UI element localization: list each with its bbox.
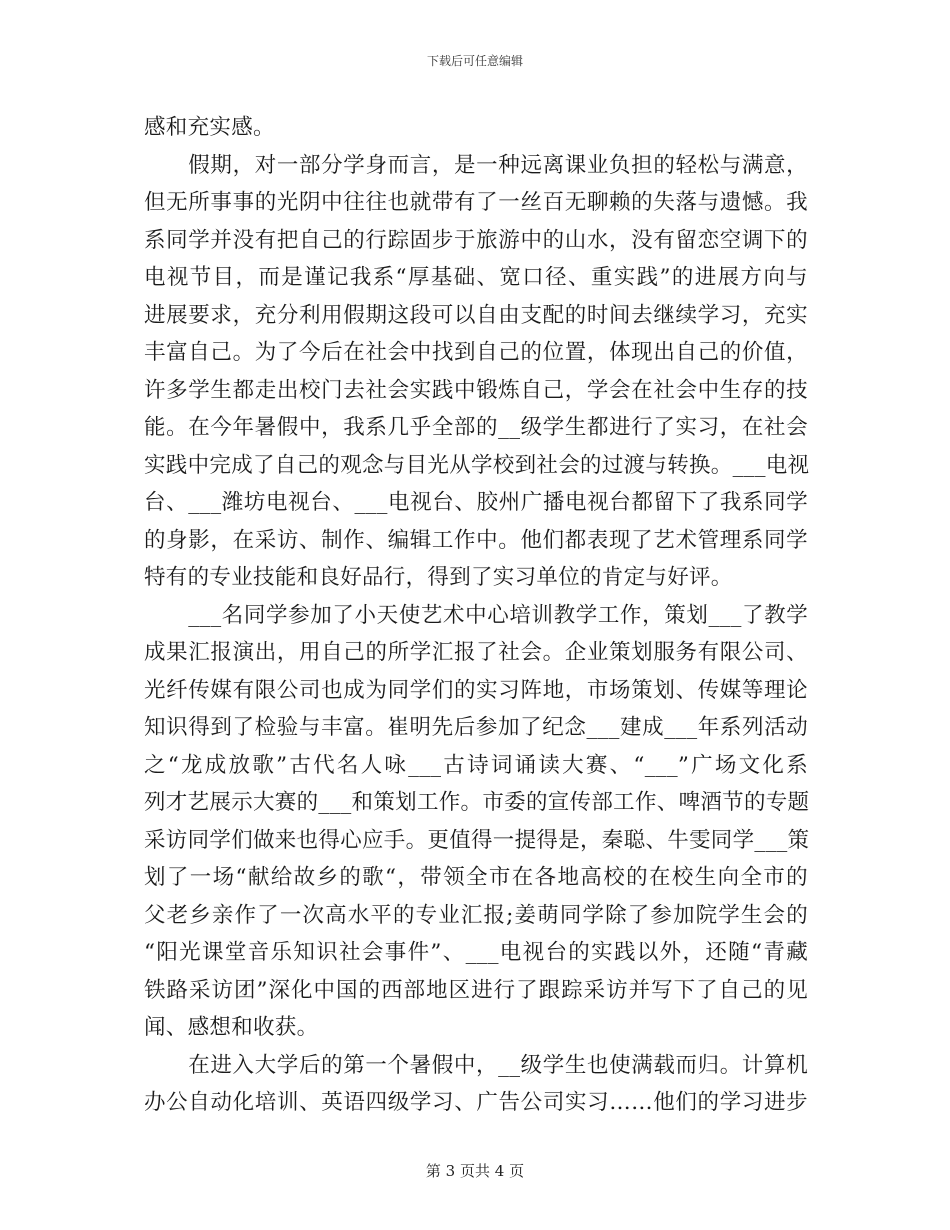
text-line: 但无所事事的光阴中往往也就带有了一丝百无聊赖的失落与遗憾。我	[144, 190, 808, 215]
text-line: 办公自动化培训、英语四级学习、广告公司实习……他们的学习进步	[144, 1090, 808, 1115]
text-line: 电视节目，而是谨记我系“厚基础、宽口径、重实践”的进展方向与	[144, 265, 808, 290]
text-line: 感和充实感。	[144, 115, 275, 140]
text-line: 许多学生都走出校门去社会实践中锻炼自己，学会在社会中生存的技	[144, 377, 808, 403]
page-footer: 第 3 页共 4 页	[425, 1162, 525, 1180]
text-line: 光纤传媒有限公司也成为同学们的实习阵地，市场策划、传媒等理论	[144, 677, 808, 703]
text-line: 铁路采访团”深化中国的西部地区进行了跟踪采访并写下了自己的见	[144, 977, 808, 1003]
text-line: 成果汇报演出，用自己的所学汇报了社会。企业策划服务有限公司、	[144, 640, 808, 665]
text-line: 系同学并没有把自己的行踪固步于旅游中的山水，没有留恋空调下的	[144, 227, 808, 253]
text-line: 特有的专业技能和良好品行，得到了实习单位的肯定与好评。	[144, 565, 733, 590]
document-body	[144, 109, 808, 1122]
text-line: 之“龙成放歌”古代名人咏___古诗词诵读大赛、“___”广场文化系	[144, 752, 808, 778]
text-line: 的身影，在采访、制作、编辑工作中。他们都表现了艺术管理系同学	[144, 527, 808, 553]
page-header: 下载后可任意编辑	[426, 54, 523, 68]
text-line: 划了一场“献给故乡的歌“，带领全市在各地高校的在校生向全市的	[144, 865, 808, 890]
text-line: 知识得到了检验与丰富。崔明先后参加了纪念___建成___年系列活动	[144, 715, 808, 740]
text-line: 台、___潍坊电视台、___电视台、胶州广播电视台都留下了我系同学	[144, 490, 808, 515]
text-line: 在进入大学后的第一个暑假中，__级学生也使满载而归。计算机	[144, 1052, 808, 1078]
text-line: 丰富自己。为了今后在社会中找到自己的位置，体现出自己的价值，	[144, 340, 808, 365]
text-line: 采访同学们做来也得心应手。更值得一提得是，秦聪、牛雯同学___策	[144, 827, 810, 853]
text-line: 实践中完成了自己的观念与目光从学校到社会的过渡与转换。___电视	[144, 452, 810, 478]
text-line: “阳光课堂音乐知识社会事件”、___电视台的实践以外，还随“青藏	[144, 940, 808, 965]
text-line: 父老乡亲作了一次高水平的专业汇报;姜萌同学除了参加院学生会的	[144, 902, 808, 928]
text-line: 进展要求，充分利用假期这段可以自由支配的时间去继续学习，充实	[144, 302, 808, 328]
text-line: 能。在今年暑假中，我系几乎全部的__级学生都进行了实习，在社会	[144, 415, 808, 440]
text-line: 假期，对一部分学身而言，是一种远离课业负担的轻松与满意，	[144, 152, 808, 178]
text-line: 闻、感想和收获。	[144, 1015, 319, 1040]
text-line: 列才艺展示大赛的___和策划工作。市委的宣传部工作、啤酒节的专题	[144, 790, 810, 815]
text-line: ___名同学参加了小天使艺术中心培训教学工作，策划___了教学	[144, 602, 808, 628]
